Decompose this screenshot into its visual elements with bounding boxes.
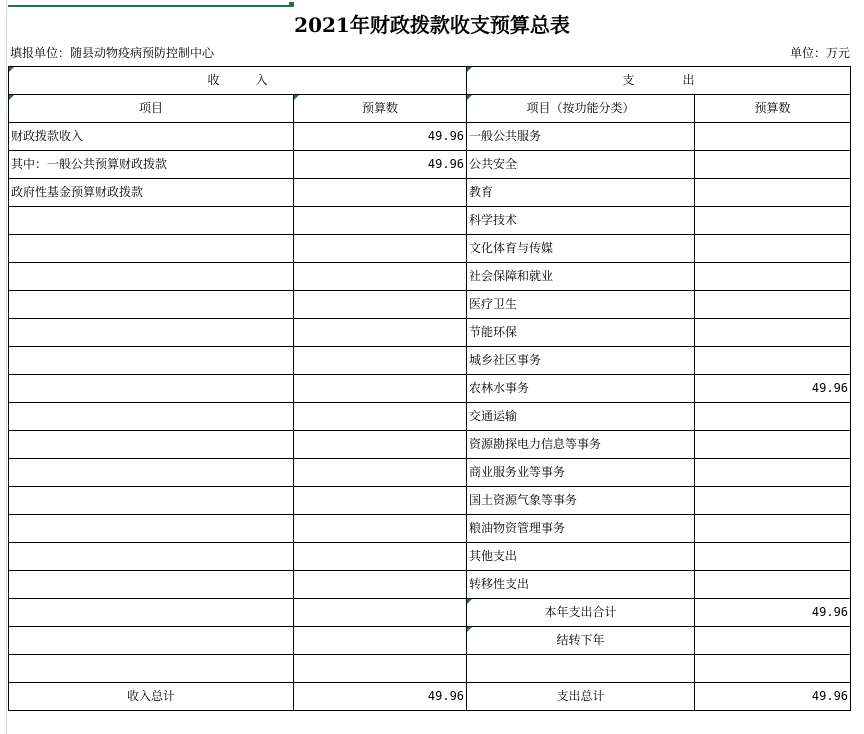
income-value-cell[interactable] [294, 403, 467, 431]
expense-item-cell[interactable]: 文化体育与传媒 [467, 235, 695, 263]
income-value-cell[interactable] [294, 235, 467, 263]
income-value-cell[interactable] [294, 487, 467, 515]
expense-value-cell[interactable] [695, 459, 851, 487]
grand-total-row [9, 683, 851, 711]
blank-row [9, 655, 851, 683]
table-row [9, 291, 851, 319]
income-item-header[interactable]: 项目 [9, 95, 294, 123]
expense-total-value[interactable]: 49.96 [695, 683, 851, 711]
expense-item-cell[interactable]: 商业服务业等事务 [467, 459, 695, 487]
table-row [9, 179, 851, 207]
table-row [9, 403, 851, 431]
expense-value-cell[interactable] [695, 235, 851, 263]
income-value-cell[interactable] [294, 347, 467, 375]
expense-item-cell[interactable]: 公共安全 [467, 151, 695, 179]
income-value-cell[interactable] [294, 571, 467, 599]
income-value-cell[interactable]: 49.96 [294, 123, 467, 151]
table-row [9, 263, 851, 291]
expense-item-cell[interactable]: 节能环保 [467, 319, 695, 347]
income-value-cell[interactable] [294, 599, 467, 627]
budget-table [8, 66, 851, 711]
table-row [9, 151, 851, 179]
expense-item-cell[interactable]: 国土资源气象等事务 [467, 487, 695, 515]
income-value-cell[interactable]: 49.96 [294, 151, 467, 179]
column-header-row [9, 95, 851, 123]
expense-item-cell[interactable]: 城乡社区事务 [467, 347, 695, 375]
income-value-cell[interactable] [294, 655, 467, 683]
expense-item-cell[interactable]: 一般公共服务 [467, 123, 695, 151]
income-total-value[interactable]: 49.96 [294, 683, 467, 711]
expense-item-cell[interactable]: 科学技术 [467, 207, 695, 235]
expense-value-cell[interactable] [695, 431, 851, 459]
income-item-cell[interactable]: 其中：一般公共预算财政拨款 [9, 151, 294, 179]
income-item-cell[interactable] [9, 543, 294, 571]
expense-budget-header[interactable]: 预算数 [695, 95, 851, 123]
table-row [9, 123, 851, 151]
income-item-cell[interactable] [9, 571, 294, 599]
table-row [9, 207, 851, 235]
income-item-cell[interactable] [9, 263, 294, 291]
income-item-cell[interactable] [9, 515, 294, 543]
income-section-header[interactable]: 收 入 [9, 67, 467, 95]
section-header-row [9, 67, 851, 95]
expense-value-cell[interactable] [695, 347, 851, 375]
income-value-cell[interactable] [294, 375, 467, 403]
expense-value-cell[interactable] [695, 207, 851, 235]
table-row [9, 235, 851, 263]
row-header-strip [0, 0, 7, 734]
income-item-cell[interactable] [9, 459, 294, 487]
expense-item-cell[interactable]: 农林水事务 [467, 375, 695, 403]
expense-item-cell[interactable]: 转移性支出 [467, 571, 695, 599]
income-item-cell[interactable] [9, 207, 294, 235]
table-row [9, 347, 851, 375]
income-value-cell[interactable] [294, 515, 467, 543]
table-row [9, 375, 851, 403]
table-row [9, 571, 851, 599]
expense-item-cell[interactable]: 教育 [467, 179, 695, 207]
income-item-cell[interactable]: 财政拨款收入 [9, 123, 294, 151]
income-item-cell[interactable]: 政府性基金预算财政拨款 [9, 179, 294, 207]
expense-value-cell[interactable] [695, 543, 851, 571]
table-row [9, 487, 851, 515]
income-item-cell[interactable] [9, 319, 294, 347]
income-value-cell[interactable] [294, 543, 467, 571]
income-value-cell[interactable] [294, 179, 467, 207]
expense-item-cell[interactable]: 交通运输 [467, 403, 695, 431]
expense-section-header[interactable]: 支 出 [467, 67, 851, 95]
income-total-label[interactable]: 收入总计 [9, 683, 294, 711]
expense-year-total-label[interactable]: 本年支出合计 [467, 599, 695, 627]
expense-item-cell[interactable]: 社会保障和就业 [467, 263, 695, 291]
table-row [9, 319, 851, 347]
income-value-cell[interactable] [294, 627, 467, 655]
income-item-cell[interactable] [9, 375, 294, 403]
filing-unit: 填报单位：随县动物疫病预防控制中心 [10, 46, 215, 60]
expense-item-cell[interactable]: 资源勘探电力信息等事务 [467, 431, 695, 459]
expense-item-cell[interactable]: 医疗卫生 [467, 291, 695, 319]
expense-value-cell[interactable] [695, 655, 851, 683]
expense-value-cell[interactable] [695, 179, 851, 207]
carryover-value[interactable] [695, 627, 851, 655]
fill-handle[interactable] [289, 2, 294, 7]
currency-unit: 单位：万元 [789, 46, 850, 60]
expense-value-cell[interactable] [695, 403, 851, 431]
cell-selection-border [8, 0, 292, 7]
expense-item-cell[interactable] [467, 655, 695, 683]
year-total-row [9, 599, 851, 627]
income-value-cell[interactable] [294, 207, 467, 235]
carryover-label[interactable]: 结转下年 [467, 627, 695, 655]
page-title: 2021年财政拨款收支预算总表 [294, 13, 570, 37]
table-row [9, 459, 851, 487]
expense-value-cell[interactable] [695, 263, 851, 291]
income-item-cell[interactable] [9, 487, 294, 515]
income-item-cell[interactable] [9, 655, 294, 683]
expense-value-cell[interactable] [695, 571, 851, 599]
table-row [9, 431, 851, 459]
income-item-cell[interactable] [9, 599, 294, 627]
carryover-row [9, 627, 851, 655]
expense-value-cell[interactable] [695, 319, 851, 347]
expense-value-cell[interactable] [695, 291, 851, 319]
income-item-cell[interactable] [9, 627, 294, 655]
expense-value-cell[interactable]: 49.96 [695, 375, 851, 403]
income-item-cell[interactable] [9, 235, 294, 263]
income-item-cell[interactable] [9, 431, 294, 459]
income-item-cell[interactable] [9, 347, 294, 375]
expense-year-total-value[interactable]: 49.96 [695, 599, 851, 627]
table-row [9, 515, 851, 543]
expense-value-cell[interactable] [695, 515, 851, 543]
expense-item-cell[interactable]: 其他支出 [467, 543, 695, 571]
expense-item-header[interactable]: 项目（按功能分类） [467, 95, 695, 123]
income-item-cell[interactable] [9, 291, 294, 319]
expense-total-label[interactable]: 支出总计 [467, 683, 695, 711]
income-value-cell[interactable] [294, 459, 467, 487]
table-row [9, 543, 851, 571]
expense-value-cell[interactable] [695, 487, 851, 515]
income-value-cell[interactable] [294, 431, 467, 459]
expense-value-cell[interactable] [695, 151, 851, 179]
income-budget-header[interactable]: 预算数 [294, 95, 467, 123]
income-item-cell[interactable] [9, 403, 294, 431]
expense-value-cell[interactable] [695, 123, 851, 151]
income-value-cell[interactable] [294, 291, 467, 319]
income-value-cell[interactable] [294, 263, 467, 291]
income-value-cell[interactable] [294, 319, 467, 347]
expense-item-cell[interactable]: 粮油物资管理事务 [467, 515, 695, 543]
